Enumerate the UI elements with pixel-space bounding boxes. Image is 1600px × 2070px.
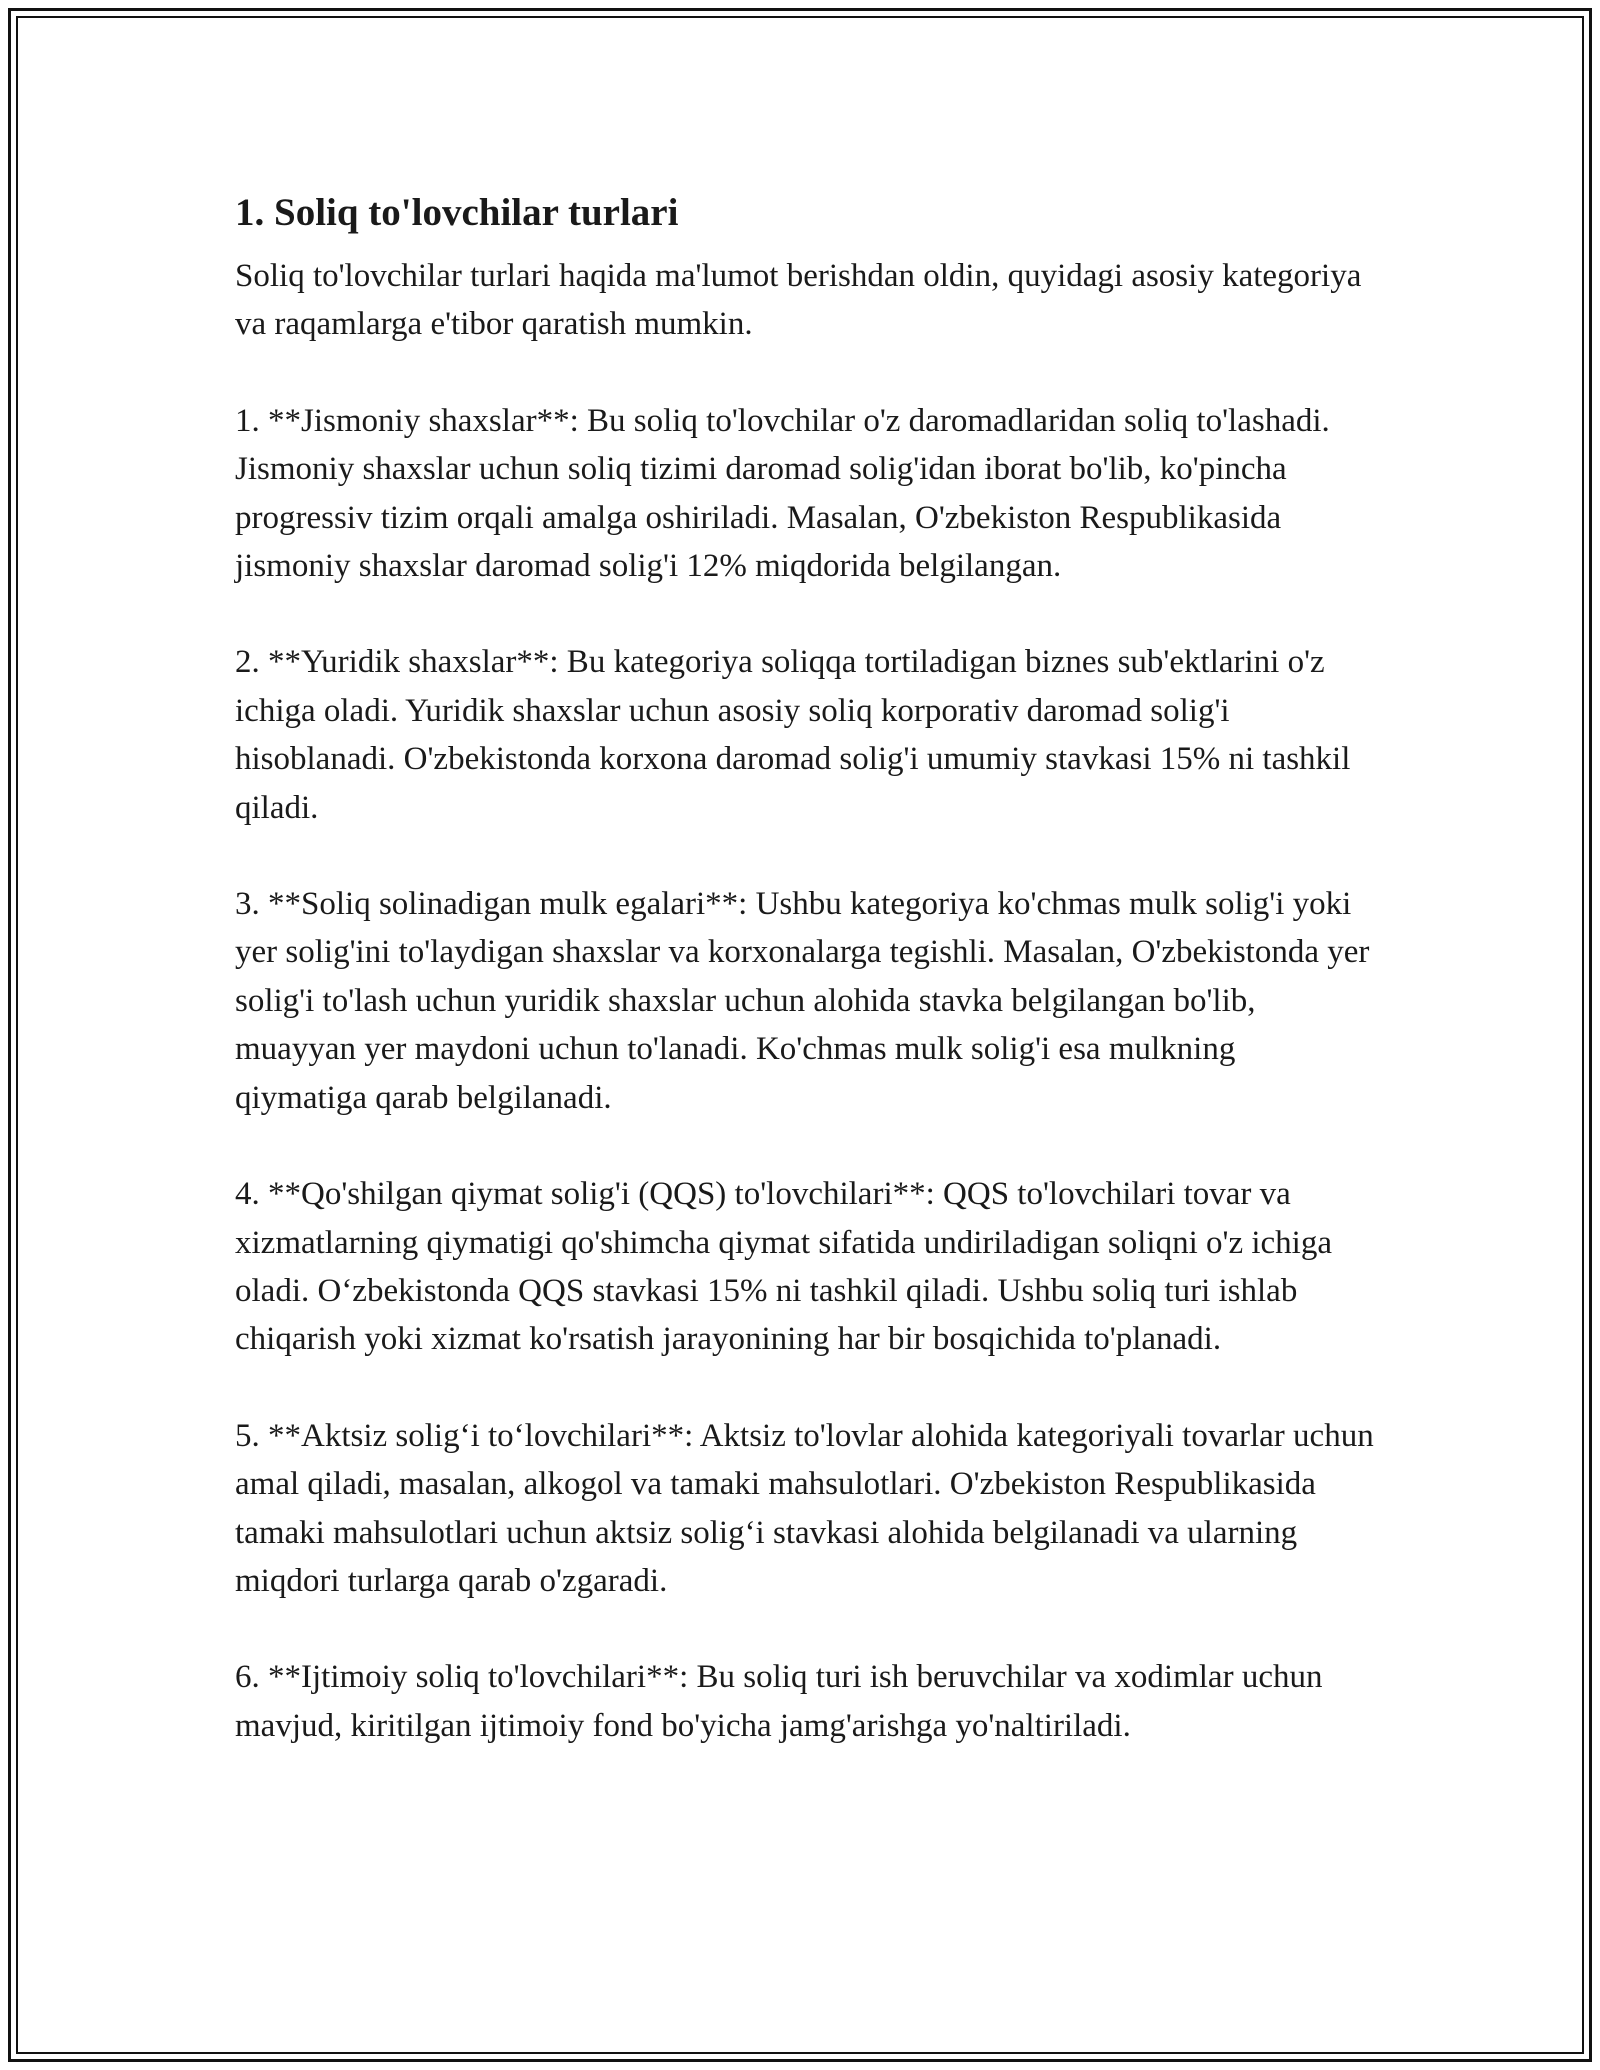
paragraph-individuals: 1. **Jismoniy shaxslar**: Bu soliq to'lovchilar o'z daromadlaridan soliq to'lashadi. Jismoniy shaxslar uchun soliq tizimi daromad solig'idan iborat bo'lib, ko'pincha progressiv tizim orqali amalga oshiriladi. Masalan, O'zbekiston Respublikasida jismoniy shaxslar daromad solig'i 12% miqdorida belgilangan. [235, 402, 1330, 585]
intro-paragraph: Soliq to'lovchilar turlari haqida ma'lumot berishdan oldin, quyidagi asosiy kategoriya va raqamlarga e'tibor qaratish mumkin. [235, 258, 1362, 343]
paragraph-property-owners: 3. **Soliq solinadigan mulk egalari**: Ushbu kategoriya ko'chmas mulk solig'i yoki yer solig'ini to'laydigan shaxslar va korxonalarga tegishli. Masalan, O'zbekistonda yer solig'i to'lash uchun yuridik shaxslar uchun alohida stavka belgilangan bo'lib, muayyan yer maydoni uchun to'lanadi. Ko'chmas mulk solig'i esa mulkning qiymatiga qarab belgilanadi. [235, 886, 1370, 1116]
paragraph-excise-payers: 5. **Aktsiz solig‘i to‘lovchilari**: Aktsiz to'lovlar alohida kategoriyali tovarlar uchun amal qiladi, masalan, alkogol va tamaki mahsulotlari. O'zbekiston Respublikasida tamaki mahsulotlari uchun aktsiz solig‘i stavkasi alohida belgilanadi va ularning miqdori turlarga qarab o'zgaradi. [235, 1417, 1374, 1599]
document-body [235, 180, 1375, 1750]
paragraph-legal-entities: 2. **Yuridik shaxslar**: Bu kategoriya soliqqa tortiladigan biznes sub'ektlarini o'z ichiga oladi. Yuridik shaxslar uchun asosiy soliq korporativ daromad solig'i hisoblanadi. O'zbekistonda korxona daromad solig'i umumiy stavkasi 15% ni tashkil qiladi. [235, 644, 1351, 826]
page-title: 1. Soliq to'lovchilar turlari [235, 191, 679, 234]
paragraph-vat-payers: 4. **Qo'shilgan qiymat solig'i (QQS) to'lovchilari**: QQS to'lovchilari tovar va xizmatlarning qiymatigi qo'shimcha qiymat sifatida undiriladigan soliqni o'z ichiga oladi. O‘zbekistonda QQS stavkasi 15% ni tashkil qiladi. Ushbu soliq turi ishlab chiqarish yoki xizmat ko'rsatish jarayonining har bir bosqichida to'planadi. [235, 1176, 1332, 1358]
paragraph-social-tax-payers: 6. **Ijtimoiy soliq to'lovchilari**: Bu soliq turi ish beruvchilar va xodimlar uchun mavjud, kiritilgan ijtimoiy fond bo'yicha jamg'arishga yo'naltiriladi. [235, 1659, 1323, 1744]
